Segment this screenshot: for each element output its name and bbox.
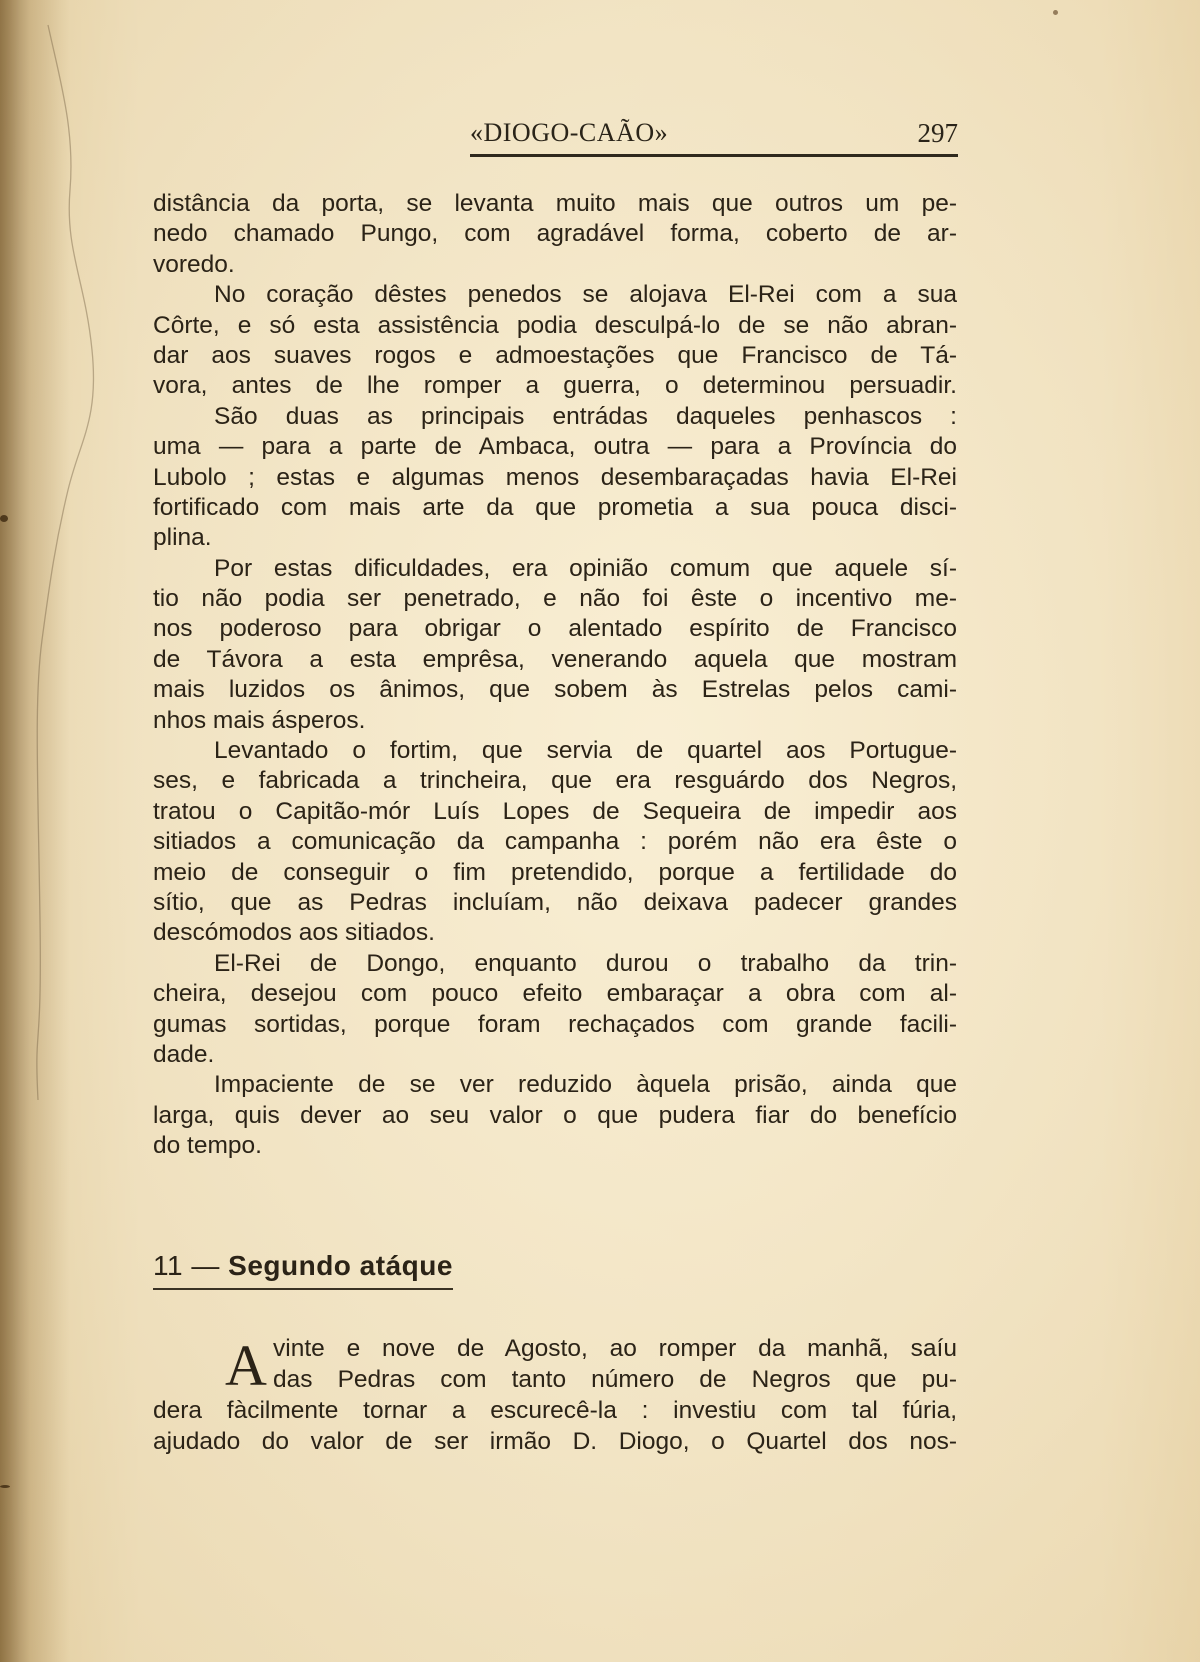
text-line: Por estas dificuldades, era opinião comum que aquele sí- xyxy=(214,554,957,582)
paragraph xyxy=(153,402,957,554)
text-line: do tempo. xyxy=(153,1132,262,1160)
ink-spot xyxy=(0,1485,10,1488)
paragraph xyxy=(153,554,957,736)
text-line: Impaciente de se ver reduzido àquela prisão, ainda que xyxy=(214,1071,957,1099)
text-line: gumas sortidas, porque foram rechaçados com grande facili- xyxy=(153,1010,957,1038)
paper-crease xyxy=(20,20,130,1640)
text-line: meio de conseguir o fim pretendido, porque a fertilidade do xyxy=(153,858,957,886)
text-line: Côrte, e só esta assistência podia desculpá-lo de se não abran- xyxy=(153,311,957,339)
text-line: voredo. xyxy=(153,250,235,278)
text-line: nos poderoso para obrigar o alentado espírito de Francisco xyxy=(153,615,957,643)
text-line: Lubolo ; estas e algumas menos desembaraçadas havia El-Rei xyxy=(153,463,957,491)
text-line: sitiados a comunicação da campanha : porém não era êste o xyxy=(153,828,957,856)
section-number: 11 — xyxy=(153,1250,220,1281)
section-title: Segundo atáque xyxy=(228,1250,453,1281)
text-line: dar aos suaves rogos e admoestações que Francisco de Tá- xyxy=(153,341,957,369)
text-line: ajudado do valor de ser irmão D. Diogo, o Quartel dos nos- xyxy=(153,1428,957,1455)
text-line: ses, e fabricada a trincheira, que era resguárdo dos Negros, xyxy=(153,767,957,795)
section-heading xyxy=(153,1250,453,1290)
ink-spot xyxy=(1053,10,1058,15)
text-line: nhos mais ásperos. xyxy=(153,706,366,734)
text-line: distância da porta, se levanta muito mais que outros um pe- xyxy=(153,190,957,217)
paragraph xyxy=(153,1070,957,1161)
text-line: descómodos aos sitiados. xyxy=(153,919,435,947)
page-number: 297 xyxy=(917,118,958,148)
body-text xyxy=(153,189,957,1162)
running-header xyxy=(470,118,958,158)
text-line: tio não podia ser penetrado, e não foi êste o incentivo me- xyxy=(153,585,957,613)
paragraph xyxy=(153,736,957,949)
text-line: de Távora a esta emprêsa, venerando aquela que mostram xyxy=(153,645,957,673)
running-title: «DIOGO-CAÃO» xyxy=(470,118,669,147)
text-line: uma — para a parte de Ambaca, outra — para a Província do xyxy=(153,433,957,461)
drop-cap: A xyxy=(225,1333,267,1398)
text-line: das Pedras com tanto número de Negros que pu- xyxy=(273,1366,957,1393)
paragraph xyxy=(153,949,957,1071)
text-line: sítio, que as Pedras incluíam, não deixava padecer grandes xyxy=(153,888,957,916)
text-line: vora, antes de lhe romper a guerra, o determinou persuadir. xyxy=(153,372,957,400)
text-line: No coração dêstes penedos se alojava El-Rei com a sua xyxy=(214,281,957,309)
text-line: Levantado o fortim, que servia de quartel aos Portugue- xyxy=(214,737,957,765)
paragraph xyxy=(153,280,957,402)
text-line: vinte e nove de Agosto, ao romper da manhã, saíu xyxy=(273,1335,957,1362)
text-line: dera fàcilmente tornar a escurecê-la : investiu com tal fúria, xyxy=(153,1397,957,1424)
ink-spot xyxy=(0,515,8,522)
header-rule xyxy=(470,154,958,157)
text-line: nedo chamado Pungo, com agradável forma, coberto de ar- xyxy=(153,220,957,248)
section-body xyxy=(153,1333,957,1457)
text-line: dade. xyxy=(153,1040,215,1068)
text-line: cheira, desejou com pouco efeito embaraçar a obra com al- xyxy=(153,980,957,1008)
text-line: larga, quis dever ao seu valor o que pudera fiar do benefício xyxy=(153,1101,957,1129)
text-line: mais luzidos os ânimos, que sobem às Estrelas pelos cami- xyxy=(153,676,957,704)
text-line: São duas as principais entrádas daqueles penhascos : xyxy=(214,402,957,430)
text-line: tratou o Capitão-mór Luís Lopes de Sequeira de impedir aos xyxy=(153,797,957,825)
paragraph xyxy=(153,189,957,280)
text-line: plina. xyxy=(153,524,212,552)
text-line: El-Rei de Dongo, enquanto durou o trabalho da trin- xyxy=(214,949,957,977)
text-line: fortificado com mais arte da que prometia a sua pouca disci- xyxy=(153,493,957,521)
